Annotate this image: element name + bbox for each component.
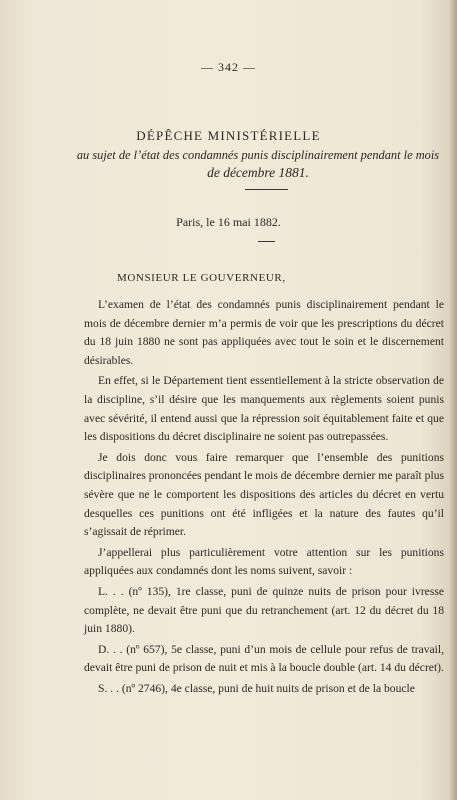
title-divider [245,189,288,190]
document-title: DÉPÊCHE MINISTÉRIELLE [136,128,321,143]
letter-body [84,296,444,700]
paragraph: Je dois donc vous faire remarquer que l’ensemble des punitions disciplinaires prononcées pendant le mois de décembre dernier me paraît plus sévère que ne le comportent les dispositions des articles du décret en vertu desquelles ces punitions ont été infligées et la nature des fautes qu’il s’agissait de réprimer. [84,450,444,539]
paragraph: D. . . (nº 657), 5e classe, puni d’un mois de cellule pour refus de travail, devait être puni de prison de nuit et mis à la boucle double (art. 14 du décret). [84,642,444,675]
date-divider [258,241,275,242]
paragraph: S. . . (nº 2746), 4e classe, puni de huit nuits de prison et de la boucle [98,681,415,695]
date-line: Paris, le 16 mai 1882. [176,215,281,229]
page-edge-shadow [449,0,457,800]
subtitle-line-1: au sujet de l’état des condamnés punis disciplinairement pendant le mois [76,148,440,162]
salutation: MONSIEUR LE GOUVERNEUR, [117,272,286,284]
page-number: — 342 — [201,60,256,74]
paragraph: J’appellerai plus particulièrement votre attention sur les punitions appliquées aux condamnés dont les noms suivent, savoir : [84,545,444,578]
document-subtitle [68,146,448,182]
paragraph: En effet, si le Département tient essentiellement à la stricte observation de la discipline, s’il désire que les manquements aux règlements soient punis avec sévérité, il entend aussi que la répression soit équitablement faite et que les dispositions du décret disciplinaire ne soient pas outrepassées. [84,374,444,444]
subtitle-line-2: de décembre 1881. [207,165,309,180]
paragraph: L. . . (nº 135), 1re classe, puni de quinze nuits de prison pour ivresse complète, ne devait être puni que du retranchement (art. 12 du décret du 18 juin 1880). [84,584,444,636]
paragraph: L’examen de l’état des condamnés punis disciplinairement pendant le mois de décembre dernier m’a permis de voir que les prescriptions du décret du 18 juin 1880 ne sont pas appliquées avec tout le soin et le discernement désirables. [84,298,444,367]
